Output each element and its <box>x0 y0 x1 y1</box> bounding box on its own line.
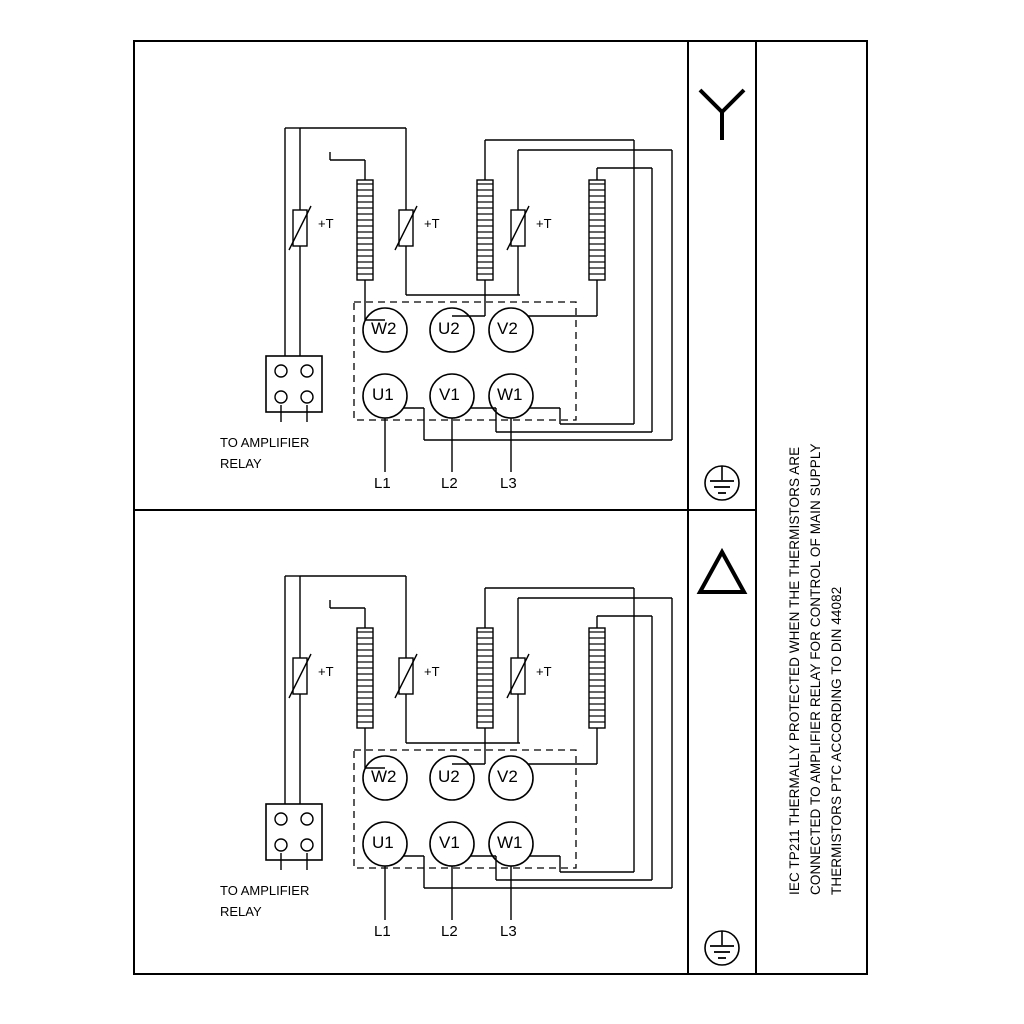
winding-coil-2 <box>477 588 493 756</box>
terminal-label-v1: V1 <box>439 833 460 852</box>
thermistor-label-2: +T <box>424 664 440 679</box>
terminal-label-v2: V2 <box>497 767 518 786</box>
terminal-label-u1: U1 <box>372 385 394 404</box>
phase-label-l3: L3 <box>500 475 517 492</box>
thermistor-1 <box>289 638 311 723</box>
note-line-1: IEC TP211 THERMALLY PROTECTED WHEN THE THERMISTORS ARE <box>787 446 802 895</box>
thermistor-label-3: +T <box>536 216 552 231</box>
phase-label-l2: L2 <box>441 923 458 940</box>
phase-label-l1: L1 <box>374 475 391 492</box>
wiring-diagram-delta <box>0 510 755 980</box>
star-diagram-graphics <box>0 40 755 510</box>
amplifier-label-line1: TO AMPLIFIER <box>220 435 310 450</box>
thermistor-label-2: +T <box>424 216 440 231</box>
terminal-label-u2: U2 <box>438 767 460 786</box>
phase-label-l3: L3 <box>500 923 517 940</box>
amplifier-terminal-block <box>266 804 322 870</box>
star-y-symbol <box>700 90 744 140</box>
thermistor-label-3: +T <box>536 664 552 679</box>
terminal-label-w1: W1 <box>497 833 523 852</box>
amplifier-label-line2: RELAY <box>220 904 262 919</box>
phase-leads <box>385 418 511 472</box>
amplifier-label-line2: RELAY <box>220 456 262 471</box>
terminal-label-u2: U2 <box>438 319 460 338</box>
thermistor-2 <box>395 638 417 723</box>
note-panel <box>755 40 868 975</box>
winding-coil-2 <box>477 140 493 308</box>
amplifier-label-line1: TO AMPLIFIER <box>220 883 310 898</box>
terminal-label-v2: V2 <box>497 319 518 338</box>
thermistor-2 <box>395 190 417 275</box>
delta-diagram-graphics <box>0 510 755 980</box>
note-line-2: CONNECTED TO AMPLIFIER RELAY FOR CONTROL OF MAIN SUPPLY <box>808 443 823 895</box>
terminal-label-w1: W1 <box>497 385 523 404</box>
wiring-diagram-star <box>0 40 755 510</box>
thermistor-label-1: +T <box>318 664 334 679</box>
terminal-label-w2: W2 <box>371 767 397 786</box>
thermistor-label-1: +T <box>318 216 334 231</box>
thermistor-3 <box>507 638 529 723</box>
winding-coil-3 <box>589 168 605 308</box>
terminal-label-v1: V1 <box>439 385 460 404</box>
amplifier-terminal-block <box>266 356 322 422</box>
winding-coil-1 <box>357 608 373 756</box>
terminal-label-u1: U1 <box>372 833 394 852</box>
phase-label-l2: L2 <box>441 475 458 492</box>
terminal-label-w2: W2 <box>371 319 397 338</box>
earth-ground-symbol <box>705 466 739 500</box>
note-line-3: THERMISTORS PTC ACCORDING TO DIN 44082 <box>829 586 844 895</box>
phase-leads <box>385 866 511 920</box>
thermistor-1 <box>289 190 311 275</box>
delta-triangle-symbol <box>700 552 744 592</box>
winding-coil-1 <box>357 160 373 308</box>
earth-ground-symbol <box>705 931 739 965</box>
winding-coil-3 <box>589 616 605 756</box>
phase-label-l1: L1 <box>374 923 391 940</box>
thermistor-3 <box>507 190 529 275</box>
